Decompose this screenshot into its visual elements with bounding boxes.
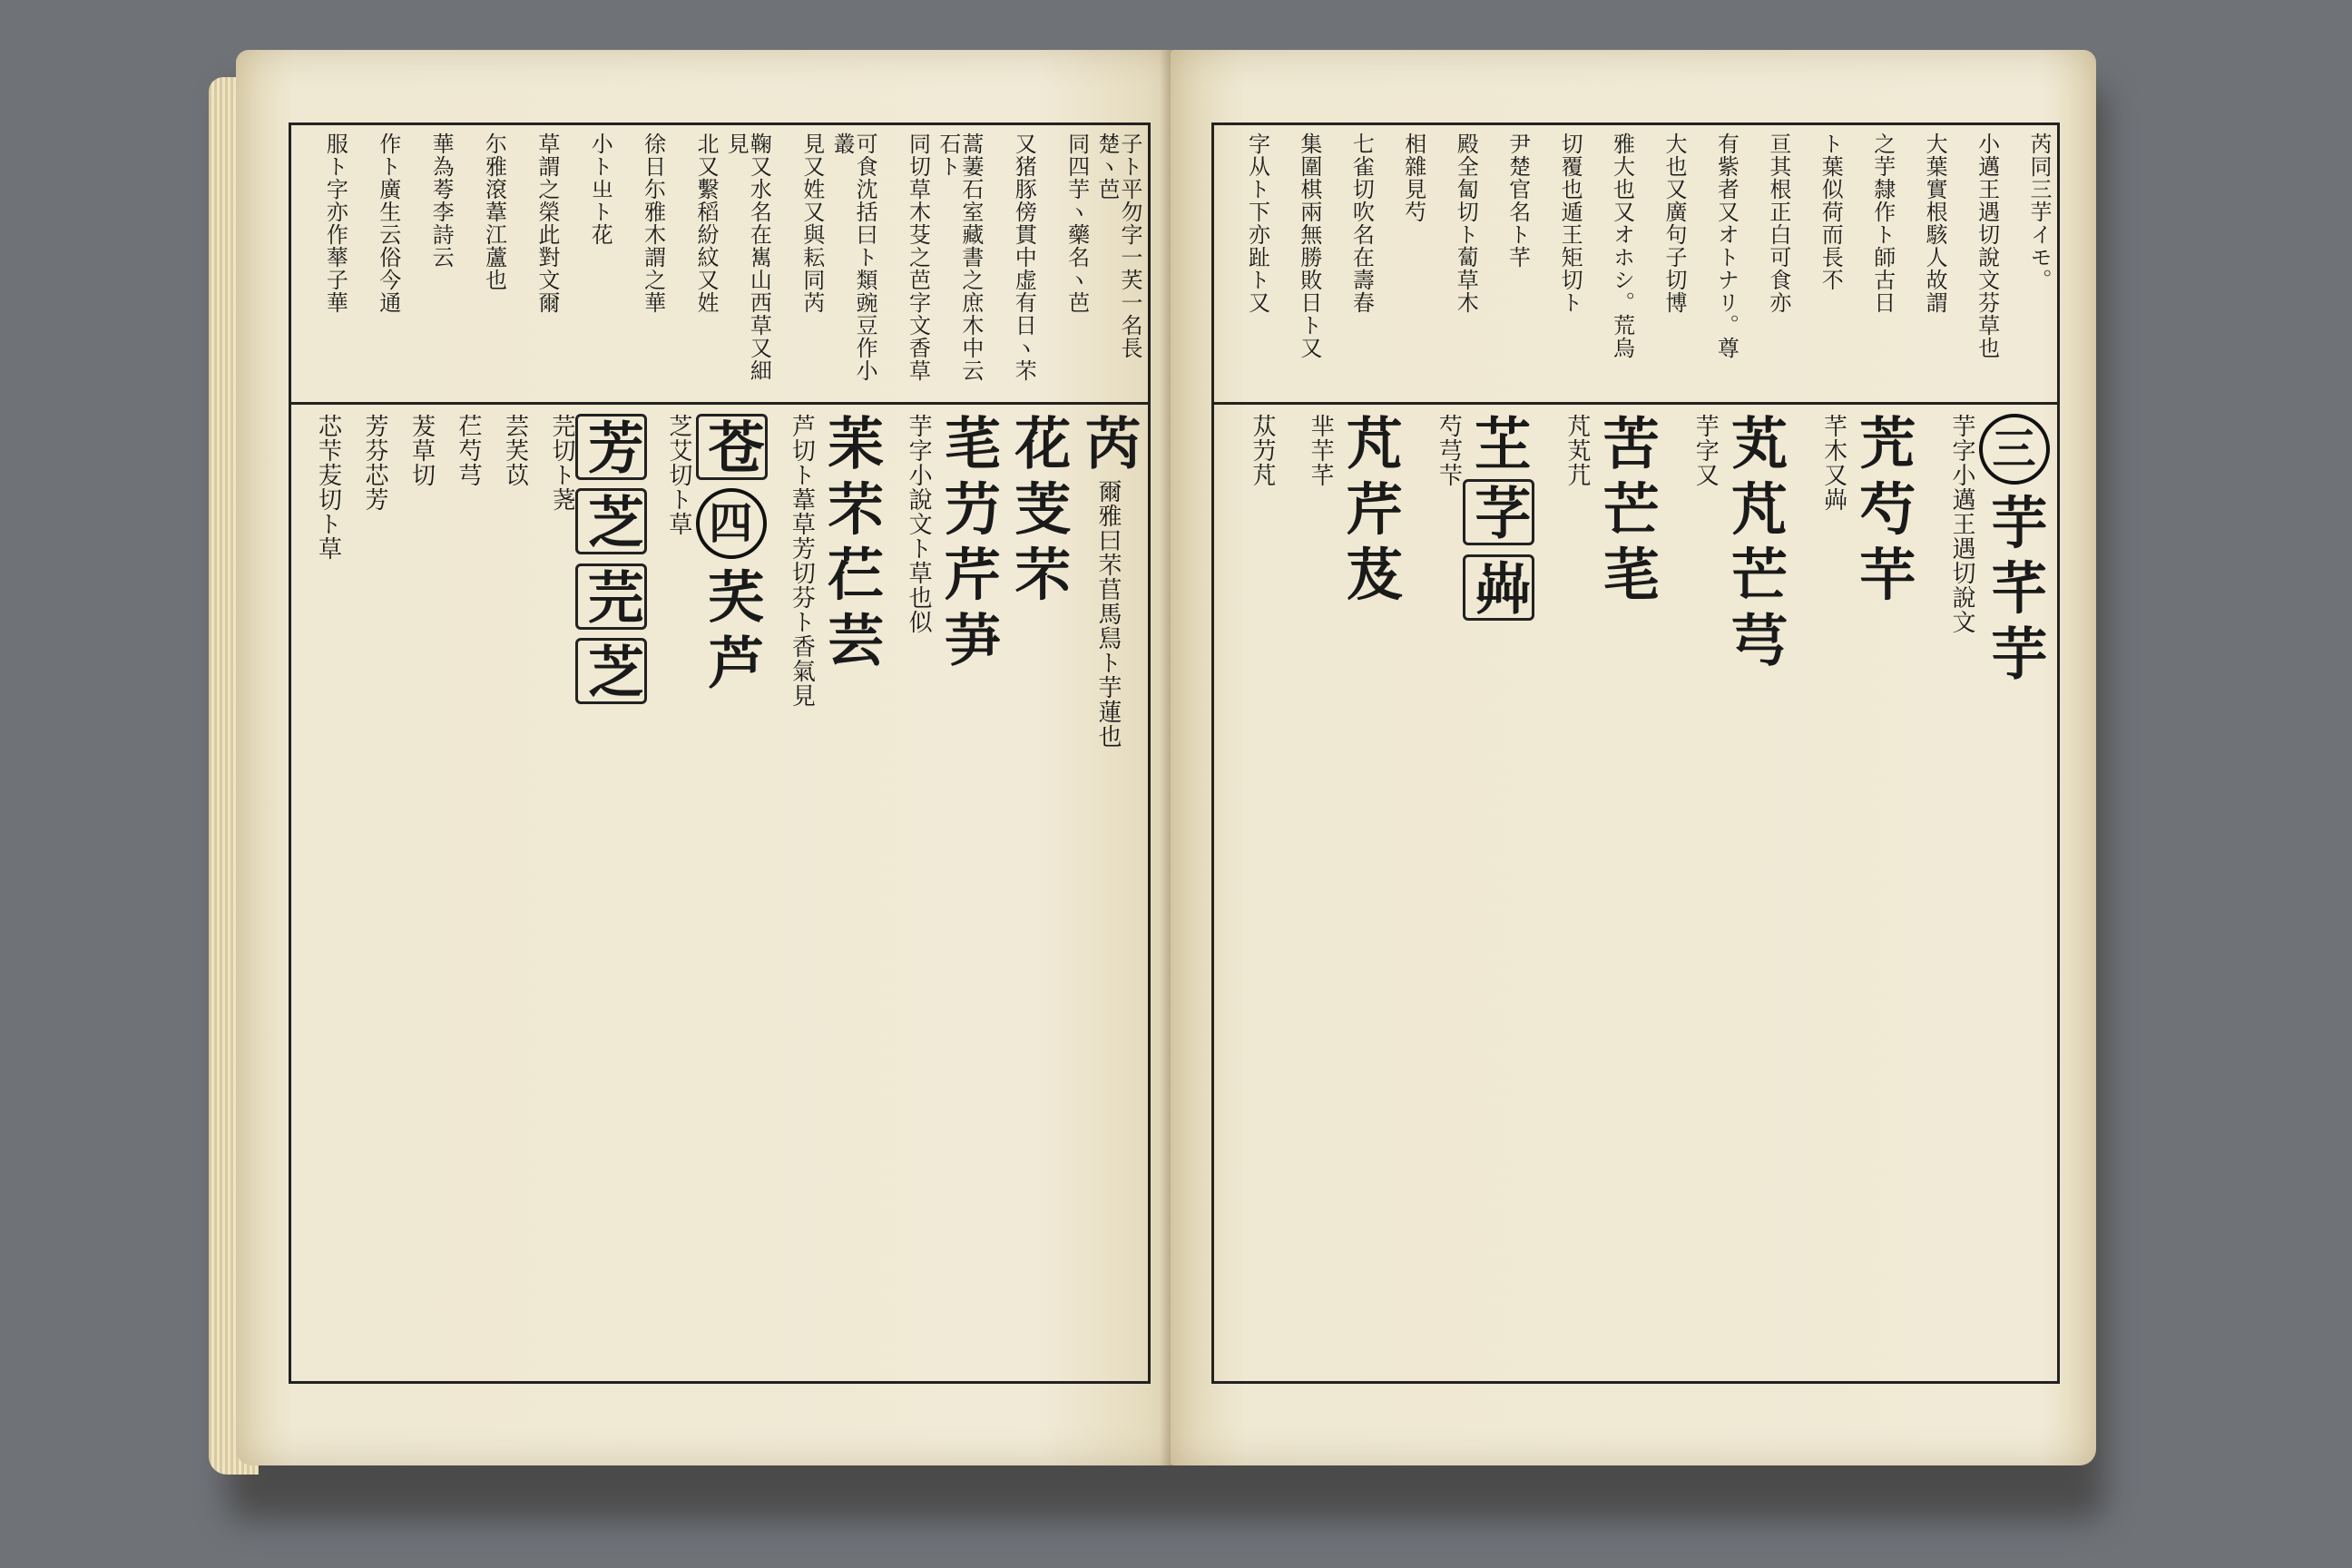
right-body-column (1279, 414, 1335, 1374)
left-body-column (696, 414, 767, 1374)
left-body-column (818, 414, 883, 1374)
headword: 芸 (818, 610, 885, 668)
right-body-column (1221, 414, 1277, 1374)
right-body-column (1594, 414, 1659, 1374)
headword: 芮 (1075, 414, 1142, 471)
right-body-column (1466, 414, 1531, 1374)
right-header-column: 亘其根正白可食亦 (1765, 132, 1791, 314)
headword: 芣 (1004, 544, 1072, 603)
left-header-column: 蒿萋石室藏書之庶木中云石ト (935, 132, 984, 382)
entry-text: 芈芉芊 (1307, 414, 1335, 487)
entry-text: 芋字又 (1691, 414, 1720, 487)
left-body-column (485, 414, 527, 1374)
open-book (209, 50, 2110, 1502)
left-body-column (1005, 414, 1070, 1374)
headword: 芺 (698, 567, 765, 625)
entry-text: 苁芀芃 (1249, 414, 1277, 487)
left-body-column (439, 414, 481, 1374)
right-header-column: 之芋隸作ト師古日 (1869, 132, 1896, 314)
headword: 苿 (818, 414, 885, 471)
left-body-column (649, 414, 691, 1374)
entry-text: 茇草切 (407, 414, 436, 487)
left-body-column (299, 414, 340, 1374)
right-body-column (1979, 414, 2050, 1374)
headword: 苀 (1849, 414, 1916, 471)
headword: 芎 (1721, 610, 1788, 668)
headword: 芋 (1982, 623, 2048, 681)
left-header-column: 徐日尓雅木謂之華 (640, 132, 666, 314)
left-body-column (533, 414, 574, 1374)
right-header-column: 小邁王遇切說文芬草也 (1974, 132, 2000, 359)
right-header-divider (1214, 402, 2057, 405)
headword: 芃 (1337, 414, 1404, 471)
headword: 芉 (1849, 544, 1916, 603)
left-page (236, 50, 1180, 1465)
right-body-column (1338, 414, 1402, 1374)
headword: 芛 (935, 610, 1002, 668)
left-header-column: 草謂之榮此對文爾 (534, 132, 560, 314)
right-body-column (1793, 414, 1846, 1374)
right-body-column (1664, 414, 1720, 1374)
headword: 芋 (1982, 493, 2048, 551)
right-header-column: 七雀切吹名在壽春 (1348, 132, 1375, 314)
entry-text: 芃芄芁 (1563, 414, 1591, 487)
right-body-column (1536, 414, 1589, 1374)
entry-text: 芍芎芐 (1435, 414, 1463, 487)
left-body-column (1076, 414, 1141, 1374)
headword: 芊 (1982, 558, 2048, 616)
right-header-area (1221, 132, 2050, 396)
headword: 芍 (1849, 479, 1916, 537)
right-header-column: 芮同三芋イモ。 (2026, 132, 2052, 291)
right-header-column: 有紫者又オトナリ。尊 (1713, 132, 1740, 359)
headword-boxed: 芝 (575, 638, 647, 704)
entry-text: 芦切ト葦草芳切芬ト香氣見 (788, 414, 816, 708)
left-header-column: 見又姓又與耘同芮 (799, 132, 825, 314)
left-page-frame (289, 122, 1151, 1384)
headword: 芢 (818, 544, 885, 603)
headword: 芼 (935, 414, 1002, 471)
left-header-column: 作ト廣生云俗今通 (375, 132, 401, 314)
headword: 芒 (1721, 544, 1788, 603)
headword: 芀 (935, 479, 1002, 537)
entry-text: 芋字小邁王遇切說文 (1948, 414, 1975, 634)
headword-boxed: 芳 (575, 414, 647, 480)
entry-text: 芯芐苃切ト草 (314, 414, 342, 561)
right-body-area (1221, 414, 2050, 1374)
headword-boxed: 芓 (1463, 479, 1534, 545)
left-body-column (579, 414, 643, 1374)
left-header-column: 服ト字亦作蕐子華 (322, 132, 348, 314)
headword: 芼 (1593, 544, 1661, 603)
right-header-column: 尹楚官名ト芊 (1504, 132, 1531, 269)
entry-text: 芋字小說文ト草也似 (905, 414, 933, 634)
left-header-column: 子ト平勿字一芺一名長楚ヽ芭 (1093, 132, 1142, 359)
left-header-column: 同切草木芟之芭字文香草 (905, 132, 931, 382)
headword: 芒 (1593, 479, 1661, 537)
left-header-column: 又猪豚傍貫中虚有日ヽ芣 (1011, 132, 1037, 382)
left-body-column (392, 414, 434, 1374)
entry-text: 芸芺苡 (501, 414, 529, 487)
entry-text: 芢芍芎 (455, 414, 483, 487)
entry-text: 芳芬芯芳 (361, 414, 389, 512)
entry-text: 芝艾切ト草 (664, 414, 692, 536)
left-body-column (346, 414, 387, 1374)
right-header-column: 相雜見芍 (1400, 132, 1426, 223)
headword: 芃 (1721, 479, 1788, 537)
left-header-column: 華為荂李詩云 (428, 132, 455, 269)
left-header-column: 小ト㞢ト花 (587, 132, 613, 246)
headword-boxed: 芝 (575, 488, 647, 554)
left-header-column: 尓雅滾葦江蘆也 (481, 132, 507, 291)
entry-text: 芊木又芔 (1819, 414, 1847, 512)
left-body-column (772, 414, 814, 1374)
right-header-column: 殿全匐切ト蔔草木 (1453, 132, 1479, 314)
entry-text: 爾雅曰芣苢馬舃ト芋蓮也 (1094, 479, 1122, 750)
right-header-column: 字从ト下亦趾ト又 (1244, 132, 1270, 314)
right-header-column: 雅大也又オホシ。荒烏 (1609, 132, 1635, 359)
headword: 芹 (935, 544, 1002, 603)
headword: 芦 (698, 632, 765, 691)
right-body-column (1921, 414, 1974, 1374)
headword: 芨 (1337, 544, 1404, 603)
right-page-frame (1211, 122, 2060, 1384)
right-header-column: 集圍棋兩無勝敗日ト又 (1296, 132, 1322, 359)
headword: 芣 (818, 479, 885, 537)
right-header-column: 大葉實根駭人故謂 (1922, 132, 1948, 314)
left-header-column: 北又繫稻紛紋又姓 (693, 132, 719, 314)
headword: 芄 (1721, 414, 1788, 471)
headword: 芰 (1004, 479, 1072, 537)
right-body-column (1407, 414, 1463, 1374)
headword-boxed: 芫 (575, 564, 647, 630)
headword: 芏 (1465, 414, 1532, 471)
headword: 芹 (1337, 479, 1404, 537)
headword: 苦 (1593, 414, 1661, 471)
left-body-column (889, 414, 931, 1374)
right-header-column: 大也又廣句子切博 (1661, 132, 1687, 314)
right-body-column (1722, 414, 1787, 1374)
right-page (1171, 50, 2096, 1465)
left-header-column: 同四芋ヽ藥名ヽ芭 (1063, 132, 1090, 314)
headword: 花 (1004, 414, 1072, 471)
section-number-badge: 四 (696, 488, 767, 559)
left-body-area (299, 414, 1141, 1374)
right-body-column (1851, 414, 1916, 1374)
right-header-column: ト葉似荷而長不 (1818, 132, 1844, 291)
headword-boxed: 苍 (696, 414, 768, 480)
left-header-column: 可食沈括曰ト類豌豆作小叢 (828, 132, 878, 382)
left-header-column: 鞠又水名在嶲山西草又細見 (723, 132, 772, 382)
left-body-column (936, 414, 1000, 1374)
entry-text: 芫切ト荛 (548, 414, 576, 512)
right-header-column: 切覆也遁王矩切ト (1557, 132, 1583, 314)
headword-boxed: 芔 (1463, 554, 1534, 621)
left-header-area (299, 132, 1141, 396)
section-number-badge: 三 (1979, 414, 2050, 485)
left-header-divider (291, 402, 1148, 405)
